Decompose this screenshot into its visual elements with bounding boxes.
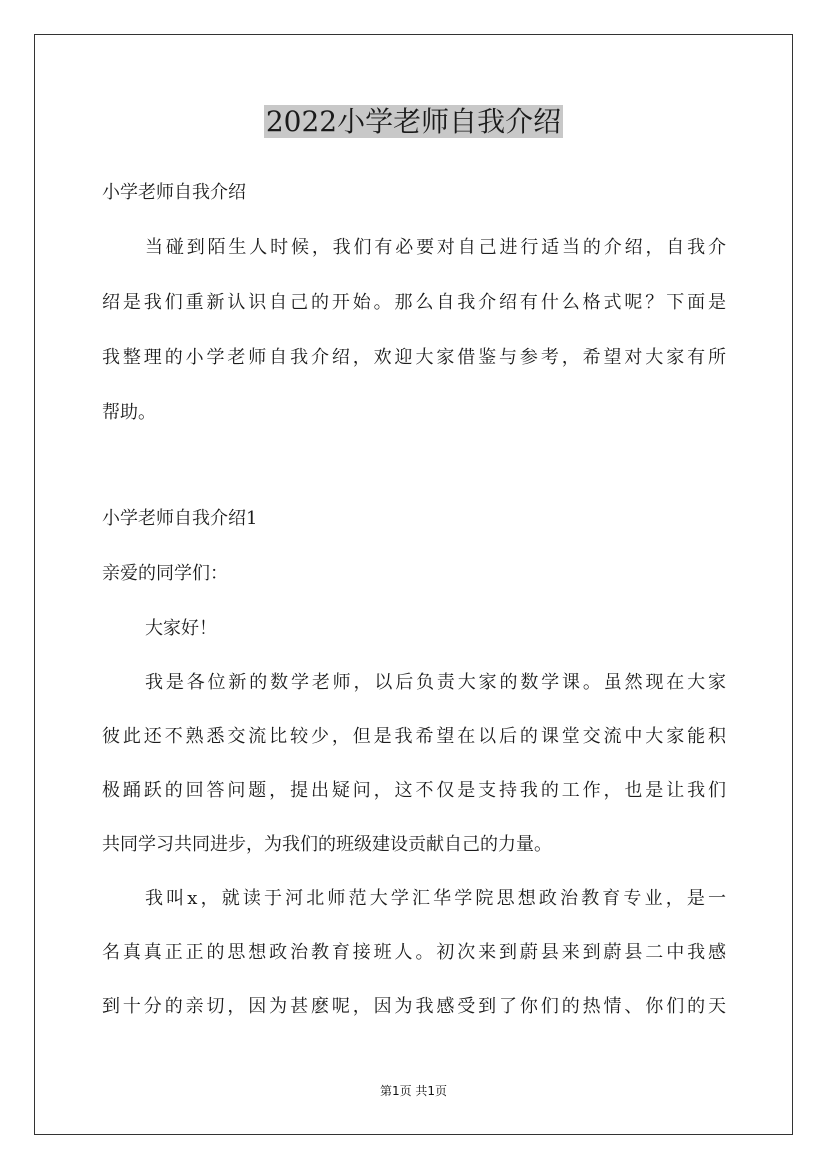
document-title-text: 2022小学老师自我介绍 [265,105,562,138]
para1-line-3: 极踊跃的回答问题，提出疑问，这不仅是支持我的工作，也是让我们 [102,780,726,801]
document-title [0,100,827,144]
para2-line-1: 我叫x，就读于河北师范大学汇华学院思想政治教育专业，是一 [145,888,726,909]
para1-line-2: 彼此还不熟悉交流比较少，但是我希望在以后的课堂交流中大家能积 [102,726,726,747]
para1-line-4: 共同学习共同进步，为我们的班级建设贡献自己的力量。 [102,834,552,855]
intro-heading: 小学老师自我介绍 [102,182,246,203]
intro-line-4: 帮助。 [102,402,156,423]
page-footer [0,1081,827,1101]
intro-line-2: 绍是我们重新认识自己的开始。那么自我介绍有什么格式呢？下面是 [102,292,726,313]
para1-line-1: 我是各位新的数学老师，以后负责大家的数学课。虽然现在大家 [145,672,726,693]
para2-line-3: 到十分的亲切，因为甚麽呢，因为我感受到了你们的热情、你们的天 [102,996,726,1017]
salutation: 亲爱的同学们： [102,563,228,584]
greeting: 大家好！ [145,618,217,639]
para2-line-2: 名真真正正的思想政治教育接班人。初次来到蔚县来到蔚县二中我感 [102,942,726,963]
intro-line-1: 当碰到陌生人时候，我们有必要对自己进行适当的介绍，自我介 [145,237,726,258]
section-heading: 小学老师自我介绍1 [102,508,258,529]
intro-line-3: 我整理的小学老师自我介绍，欢迎大家借鉴与参考，希望对大家有所 [102,347,726,368]
page-number: 第1页 共1页 [379,1084,448,1098]
